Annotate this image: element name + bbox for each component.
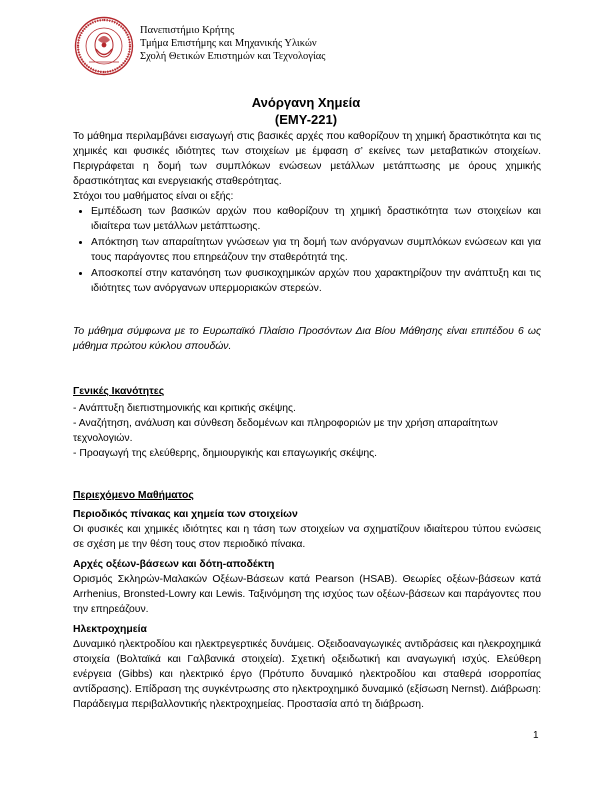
course-content	[73, 488, 541, 712]
intro-paragraph: Το μάθημα περιλαμβάνει εισαγωγή στις βασικές αρχές που καθορίζουν τη χημική δραστικότητα και τις χημικές και φυσικές ιδιότητες των στοιχείων με έμφαση σ’ εκείνες των μεταβατικών στοιχείων. Περιγράφεται η δομή των συμπλόκων ενώσεων μετάλλων μετάπτωσης με όρους χημικής δραστικότητας και ενεργειακής σταθερότητας.	[73, 131, 541, 187]
course-description	[73, 129, 541, 297]
course-title	[0, 94, 612, 128]
competences-heading: Γενικές Ικανότητες	[73, 386, 165, 397]
goal-item: • Απόκτηση των απαραίτητων γνώσεων για τη δομή των ανόργανων συμπλόκων ενώσεων και για τους παράγοντες που επηρεάζουν την σταθερότητά της.	[91, 235, 541, 265]
section-text: Δυναμικό ηλεκτροδίου και ηλεκτρεγερτικές δυνάμεις. Οξειδοαναγωγικές αντιδράσεις και ηλεκροχημικά στοιχεία (Βολταϊκά και Γαλβανικά στοιχεία). Σχετική οξειδωτική και αναγωγική ισχύς. Ελεύθερη ενέργεια (Gibbs) και ηλεκτρικό έργο (Πρότυπο δυναμικό ηλεκτροδίου και σταθερά ισορροπίας αντίδρασης). Επίδραση της συγκέντρωσης στο ηλεκτροχημικό δυναμικό (εξίσωση Nernst). Διάβρωση: Παράδειγμα περιβαλλοντικής ηλεκτροχημείας. Προστασία από τη διάβρωση.	[73, 639, 541, 710]
competence-item: - Προαγωγή της ελεύθερης, δημιουργικής και επαγωγικής σκέψης.	[73, 448, 378, 459]
course-title-name: Ανόργανη Χημεία	[251, 95, 361, 110]
general-competences	[73, 384, 541, 461]
institution-line-department: Τμήμα Επιστήμης και Μηχανικής Υλικών	[140, 38, 317, 49]
goal-item: • Αποσκοπεί στην κατανόηση των φυσικοχημικών αρχών που χαρακτηρίζουν την ανάπτυξη και τις ιδιότητες των ανόργανων υπερμοριακών στερεών.	[91, 266, 541, 296]
goals-list	[73, 204, 541, 296]
page-number: 1	[533, 730, 539, 741]
competence-item: - Αναζήτηση, ανάλυση και σύνθεση δεδομένων και πληροφοριών με την χρήση απαραίτητων τεχνολογιών.	[73, 418, 498, 444]
framework-note-text: Το μάθημα σύμφωνα με το Ευρωπαϊκό Πλαίσιο Προσόντων Δια Βίου Μάθησης είναι επιπέδου 6 ως μάθημα πρώτου κύκλου σπουδών.	[73, 326, 541, 352]
section-text: Ορισμός Σκληρών-Μαλακών Οξέων-Βάσεων κατά Pearson (HSAB). Θεωρίες οξέων-βάσεων κατά Arrhenius, Bronsted-Lowry και Lewis. Ταξινόμηση της ισχύος των οξέων-βάσεων και παράγοντες που την επηρεάζουν.	[73, 574, 541, 615]
university-seal-icon	[74, 16, 134, 76]
competence-item: - Ανάπτυξη διεπιστημονικής και κριτικής σκέψης.	[73, 403, 296, 414]
section-title: Περιοδικός πίνακας και χημεία των στοιχείων	[73, 509, 298, 520]
course-title-code: (ΕΜΥ-221)	[274, 112, 338, 127]
section-title: Αρχές οξέων-βάσεων και δότη-αποδέκτη	[73, 559, 275, 570]
institution-line-university: Πανεπιστήμιο Κρήτης	[140, 25, 235, 36]
letterhead	[74, 16, 394, 80]
content-heading: Περιεχόμενο Μαθήματος	[73, 490, 194, 501]
framework-note	[73, 324, 541, 354]
section-text: Οι φυσικές και χημικές ιδιότητες και η τάση των στοιχείων να σχηματίζουν ιδιαίτερου τύπου ενώσεις σε σχέση με την θέση τους στον περιοδικό πίνακα.	[73, 524, 541, 550]
goals-label: Στόχοι του μαθήματος είναι οι εξής:	[73, 191, 234, 202]
goal-item: • Εμπέδωση των βασικών αρχών που καθορίζουν τη χημική δραστικότητα των στοιχείων και ιδιαίτερα των μετάλλων μετάπτωσης.	[91, 204, 541, 234]
institution-line-school: Σχολή Θετικών Επιστημών και Τεχνολογίας	[140, 51, 326, 62]
institution-name	[140, 24, 325, 63]
section-title: Ηλεκτροχημεία	[73, 624, 147, 635]
